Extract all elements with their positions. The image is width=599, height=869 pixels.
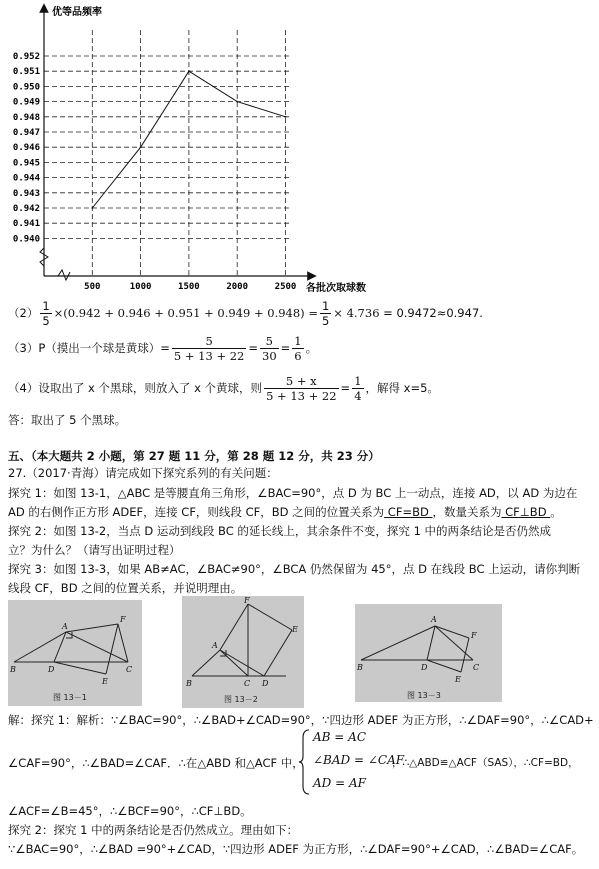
figure-13-2-caption: 图 13－2 (224, 695, 258, 704)
q4-label: （4）设取出了 x 个黑球，则放入了 x 个黄球，则 (8, 381, 263, 395)
explore1-text: AD 的右侧作正方形 ADEF，连接 CF，则线段 CF，BD 之间的位置关系为 (8, 505, 385, 519)
explore3-line1: 探究 3：如图 13-3，如果 AB≠AC，∠BAC≠90°，∠BCA 仍然保留为 45°，点 D 在线段 BC 上运动，请你判断 (8, 562, 581, 576)
q3-f1-num: 5 (172, 334, 246, 349)
fig2-label-c: C (244, 679, 251, 688)
explore2-line1: 探究 2：如图 13-2，当点 D 运动到线段 BC 的延长线上，其余条件不变，探究 1 中的两条结论是否仍然成 (8, 524, 552, 538)
system-eq3: AD = AF (313, 776, 366, 790)
q3-eq2: = (280, 341, 291, 355)
figure-13-1-caption: 图 13－1 (53, 693, 87, 702)
explore2-line2: 立？为什么？（请写出证明过程） (8, 543, 181, 557)
q2-frac2-den: 5 (321, 314, 330, 328)
q2-expression: ×(0.942 + 0.946 + 0.951 + 0.949 + 0.948) = (53, 306, 318, 320)
explore1-line2 (8, 505, 562, 519)
y-tick-label: 0.949 (12, 97, 40, 108)
frequency-line-chart (0, 0, 380, 300)
explore1-end: 。 (550, 505, 562, 519)
y-tick-label: 0.943 (12, 188, 40, 199)
fig1-label-c: C (126, 665, 133, 674)
y-tick-label: 0.945 (12, 158, 40, 169)
q3-label: （3）P（摸出一个球是黄球）= (8, 341, 170, 355)
q2-result: = 0.9472≈0.947. (379, 306, 483, 320)
solution-line1: 解：探究 1：解析：∵∠BAC=90°，∴∠BAD+∠CAD=90°，∵四边形 ADEF 为正方形，∴∠DAF=90°，∴∠CAD+ (8, 713, 594, 727)
y-tick-label: 0.950 (12, 82, 40, 93)
y-tick-label: 0.951 (12, 67, 40, 78)
explore1-mid: ，数量关系为 (432, 505, 502, 519)
fig3-label-f: F (471, 631, 477, 640)
y-tick-label: 0.948 (12, 112, 40, 123)
system-brace (299, 728, 311, 796)
fig1-label-f: F (120, 615, 126, 624)
fig3-label-d: D (421, 663, 428, 672)
q2-line (8, 299, 483, 328)
system-eq2: ∠BAD = ∠CAF (313, 753, 405, 767)
fig3-label-a: A (431, 615, 437, 624)
explore3-line2: 线段 CF，BD 之间的位置关系，并说明理由。 (8, 581, 243, 595)
x-axis-break (58, 270, 70, 280)
explore1-line1: 探究 1：如图 13-1，△ABC 是等腰直角三角形，∠BAC=90°，点 D 为 BC 上一动点，连接 AD，以 AD 为边在 (8, 486, 578, 500)
q2-frac-num: 1 (42, 299, 50, 313)
q2-frac-den: 5 (42, 314, 50, 328)
y-tick-label: 0.944 (12, 173, 40, 184)
data-point (91, 207, 93, 209)
q3-line (8, 334, 317, 363)
blank-position-answer: CF=BD (384, 505, 433, 519)
fig3-label-b: B (357, 663, 363, 672)
solution-line5: ∵∠BAC=90°，∴∠BAD =90°+∠CAD，∵四边形 ADEF 为正方形，∴∠DAF=90°+∠CAD，∴∠BAD=∠CAF。 (8, 842, 584, 856)
fig2-label-d: D (262, 679, 269, 688)
figure-13-1 (8, 600, 142, 706)
x-tick-label: 2500 (274, 282, 297, 292)
q4-f2-num: 1 (354, 374, 362, 388)
q4-line (8, 374, 439, 403)
q4-f1-num: 5 + x (264, 374, 338, 389)
data-point (188, 70, 190, 72)
fig3-label-c: C (473, 663, 480, 672)
figure-13-3-caption: 图 13－3 (407, 691, 441, 700)
answer-line: 答：取出了 5 个黑球。 (8, 413, 127, 427)
q4-eq: = (340, 381, 351, 395)
x-tick-label: 2000 (226, 282, 249, 292)
y-tick-label: 0.946 (12, 143, 40, 154)
solution-line3: ∠ACF=∠B=45°，∴∠BCF=90°，∴CF⊥BD。 (8, 804, 252, 818)
q4-f1-den: 5 + 13 + 22 (266, 389, 337, 403)
figure-13-3 (355, 604, 502, 702)
figure-13-2-drawing (182, 596, 304, 708)
y-tick-label: 0.941 (12, 219, 40, 230)
y-tick-label: 0.942 (12, 204, 40, 214)
data-point (140, 146, 142, 148)
y-axis-label: 优等品频率 (52, 7, 102, 18)
system-eq1: AB = AC (313, 730, 367, 744)
y-tick-label: 0.947 (12, 128, 40, 138)
q3-f1-den: 5 + 13 + 22 (173, 349, 245, 363)
q4-end: ，解得 x=5。 (365, 381, 439, 395)
equation-system (299, 728, 405, 796)
data-point (285, 116, 287, 118)
fig1-label-d: D (48, 665, 55, 674)
fig1-label-e: E (102, 677, 108, 686)
fig1-label-b: B (10, 665, 16, 674)
chart-grid (44, 30, 290, 276)
q3-f3-den: 6 (294, 349, 302, 363)
series-line (92, 71, 285, 208)
x-axis-label: 各批次取球数 (306, 283, 366, 294)
fig2-label-b: B (186, 679, 192, 688)
y-tick-label: 0.940 (12, 234, 40, 245)
x-tick-label: 500 (84, 282, 101, 292)
q3-f3-num: 1 (294, 334, 302, 348)
data-point (236, 101, 238, 103)
solution-line2-post: ，∴△ABD≌△ACF（SAS），∴CF=BD， (392, 757, 579, 769)
x-tick-label: 1500 (178, 282, 200, 292)
x-tick-label: 1000 (129, 282, 152, 292)
q3-f2-num: 5 (260, 334, 279, 349)
fig2-label-f: F (244, 596, 250, 605)
q2-frac2-num: 1 (321, 299, 330, 313)
y-tick-label: 0.952 (12, 52, 40, 62)
fig2-label-e: E (292, 625, 298, 634)
figure-13-2 (182, 596, 304, 708)
q3-f2-den: 30 (262, 349, 277, 363)
fig1-label-a: A (62, 622, 68, 631)
solution-line2-pre: ∠CAF=90°，∴∠BAD=∠CAF．∴在△ABD 和△ACF 中， (8, 756, 304, 770)
section-title: 五、（本大题共 2 小题，第 27 题 11 分，第 28 题 12 分，共 23 分） (8, 449, 380, 463)
figure-13-1-drawing (8, 600, 142, 706)
blank-quantity-answer: CF⊥BD (501, 505, 551, 519)
q2-expression2: × 4.736 (333, 306, 380, 320)
solution-line4: 探究 2：探究 1 中的两条结论是否仍然成立。理由如下： (8, 823, 299, 837)
q3-eq1: = (248, 341, 259, 355)
figure-13-3-drawing (355, 604, 502, 702)
fig2-label-a: A (212, 641, 218, 650)
q3-end: 。 (305, 341, 318, 355)
q2-label: （2） (8, 306, 39, 320)
fig3-label-e: E (455, 675, 461, 684)
q4-f2-den: 4 (354, 389, 362, 403)
problem-intro: 27.（2017·青海）请完成如下探究系列的有关问题： (8, 466, 278, 480)
